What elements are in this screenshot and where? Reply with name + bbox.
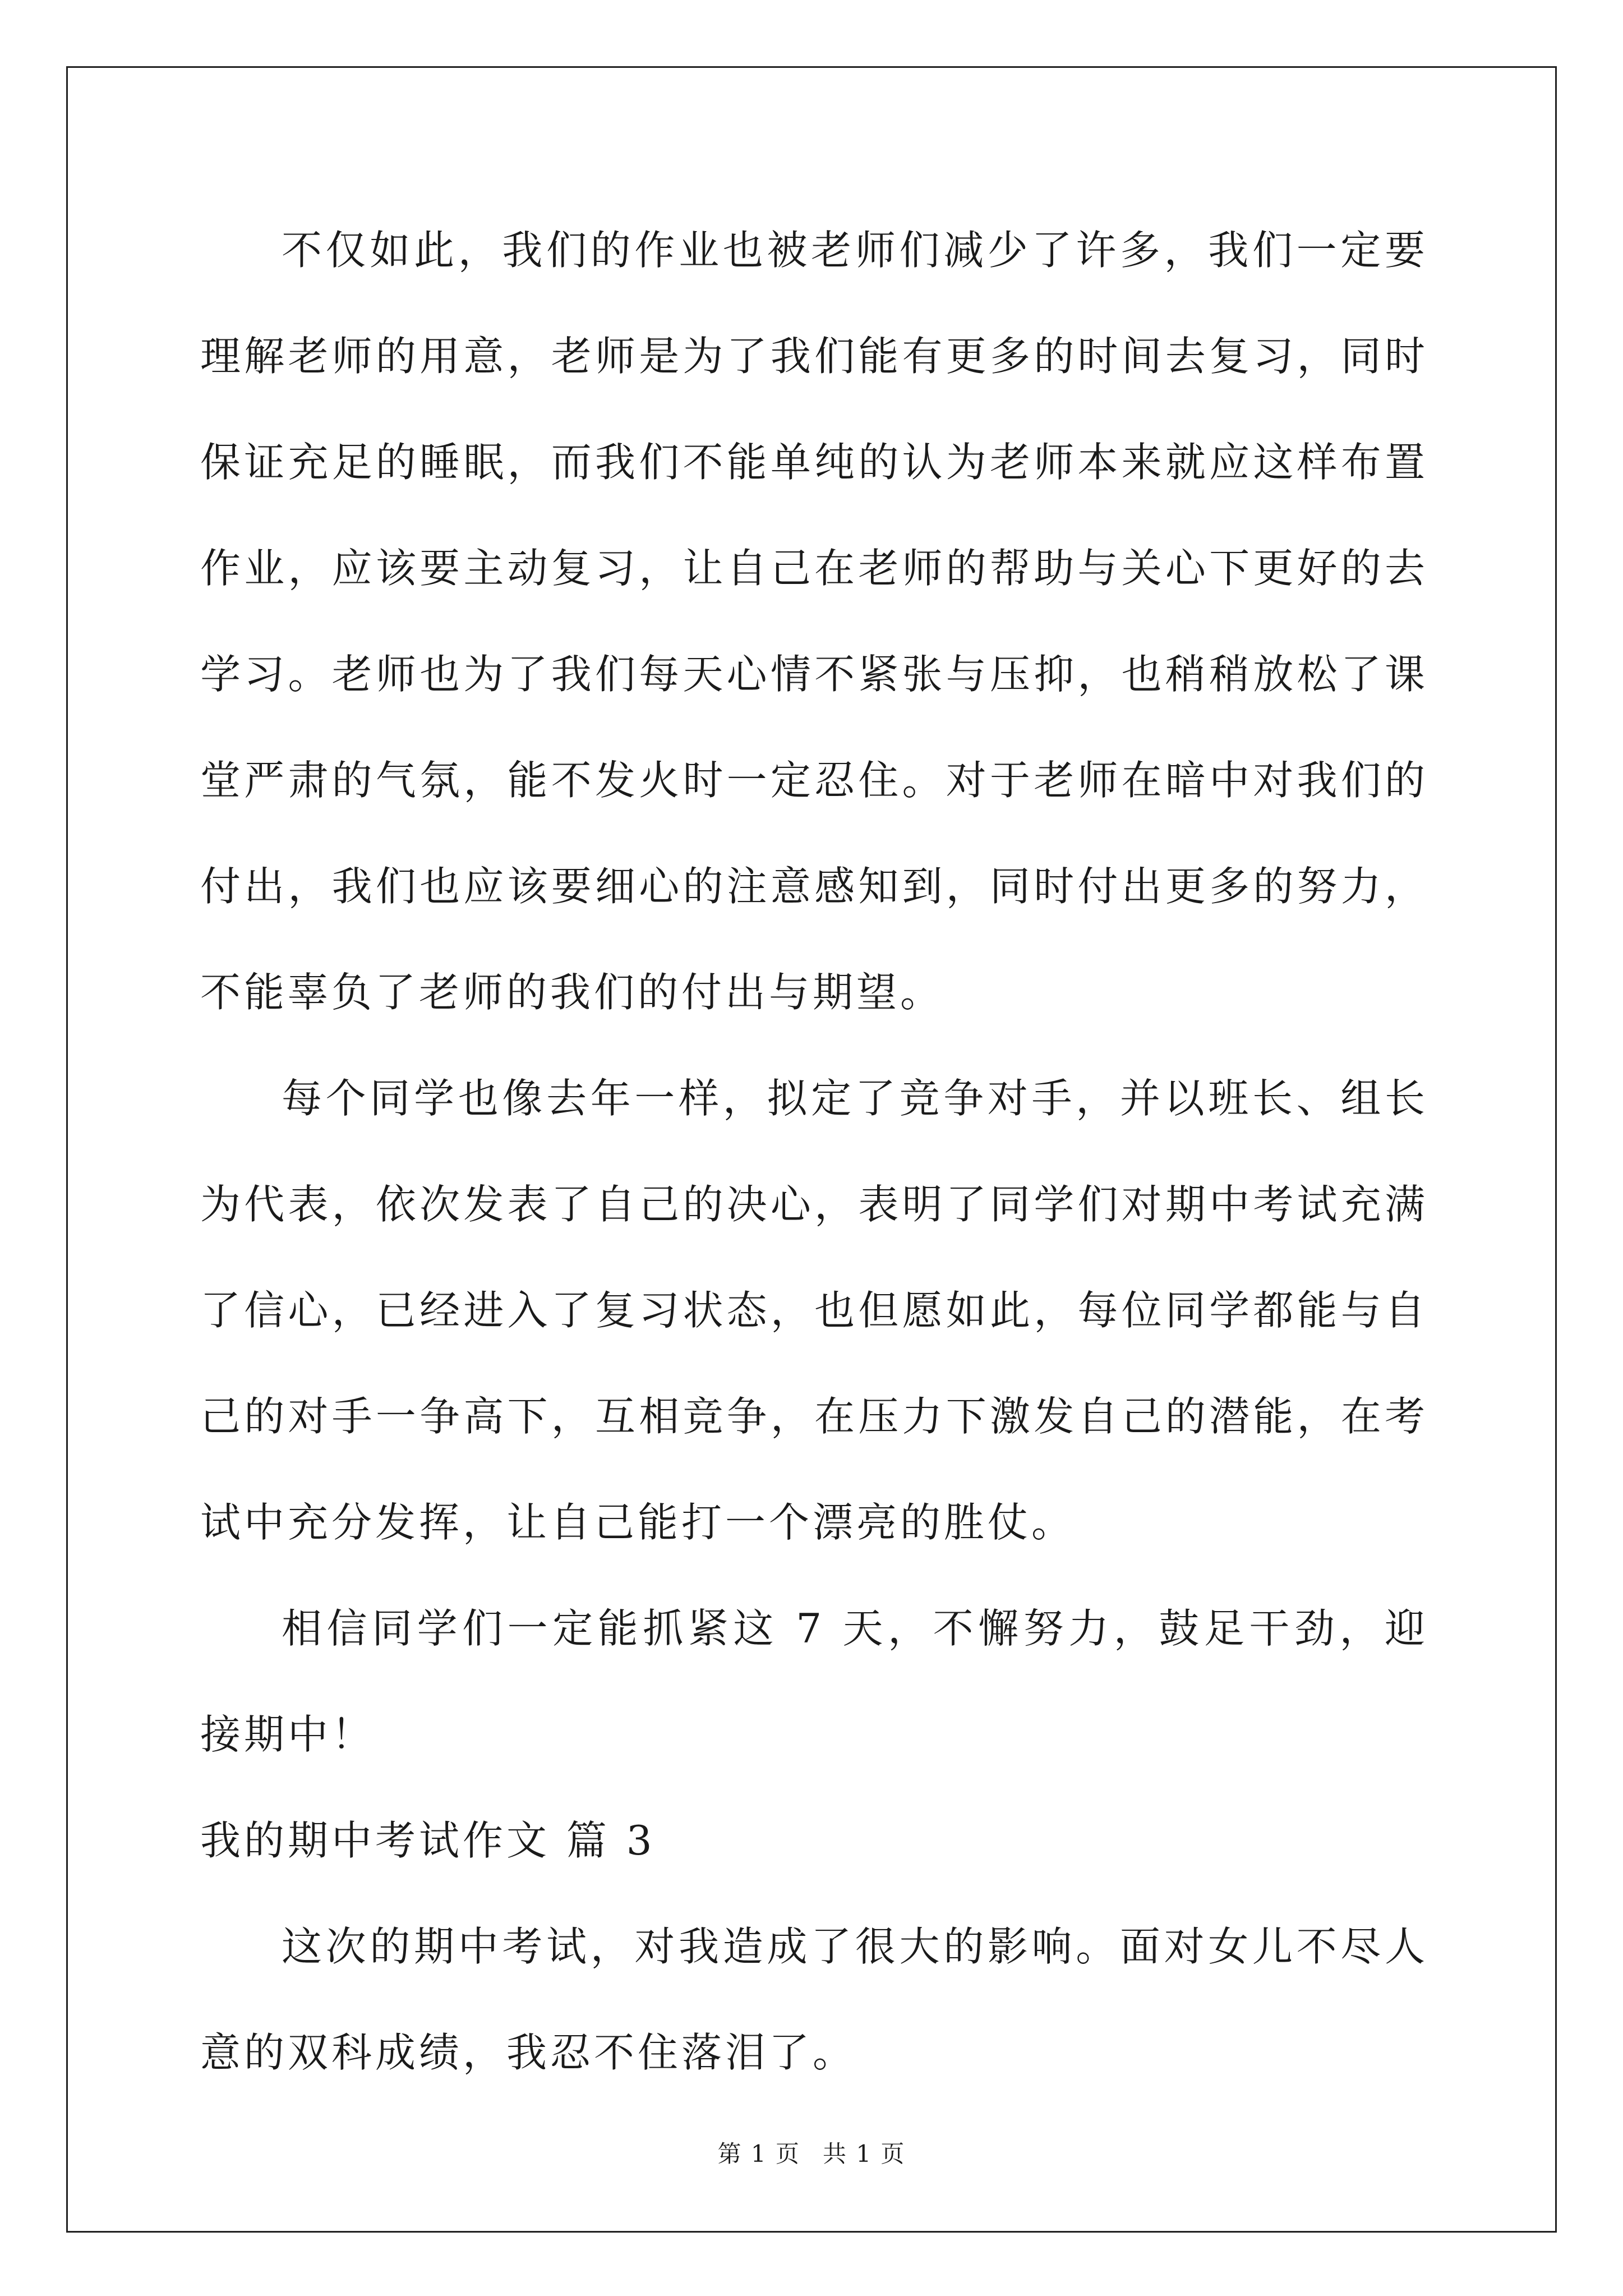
page-footer (0, 2137, 1623, 2171)
paragraph-3: 相信同学们一定能抓紧这 7 天，不懈努力，鼓足干劲，迎接期中！ (200, 1605, 1428, 1758)
paragraph-1: 不仅如此，我们的作业也被老师们减少了许多，我们一定要理解老师的用意，老师是为了我们能有更多的时间去复习，同时保证充足的睡眠，而我们不能单纯的认为老师本来就应这样布置作业，应该要主动复习，让自己在老师的帮助与关心下更好的去学习。老师也为了我们每天心情不紧张与压抑，也稍稍放松了课堂严肃的气氛，能不发火时一定忍住。对于老师在暗中对我们的付出，我们也应该要细心的注意感知到，同时付出更多的努力，不能辜负了老师的我们的付出与期望。 (200, 227, 1428, 1016)
document-body (200, 197, 1428, 2106)
page-number-total: 共 1 页 (823, 2140, 906, 2168)
paragraph-2: 每个同学也像去年一样，拟定了竞争对手，并以班长、组长为代表，依次发表了自己的决心，表明了同学们对期中考试充满了信心，已经进入了复习状态，也但愿如此，每位同学都能与自己的对手一争高下，互相竞争，在压力下激发自己的潜能，在考试中充分发挥，让自己能打一个漂亮的胜仗。 (200, 1075, 1428, 1546)
section-heading: 我的期中考试作文 篇 3 (200, 1817, 656, 1864)
paragraph-4: 这次的期中考试，对我造成了很大的影响。面对女儿不尽人意的双科成绩，我忍不住落泪了。 (200, 1923, 1428, 2076)
page-number-current: 第 1 页 (717, 2140, 800, 2168)
